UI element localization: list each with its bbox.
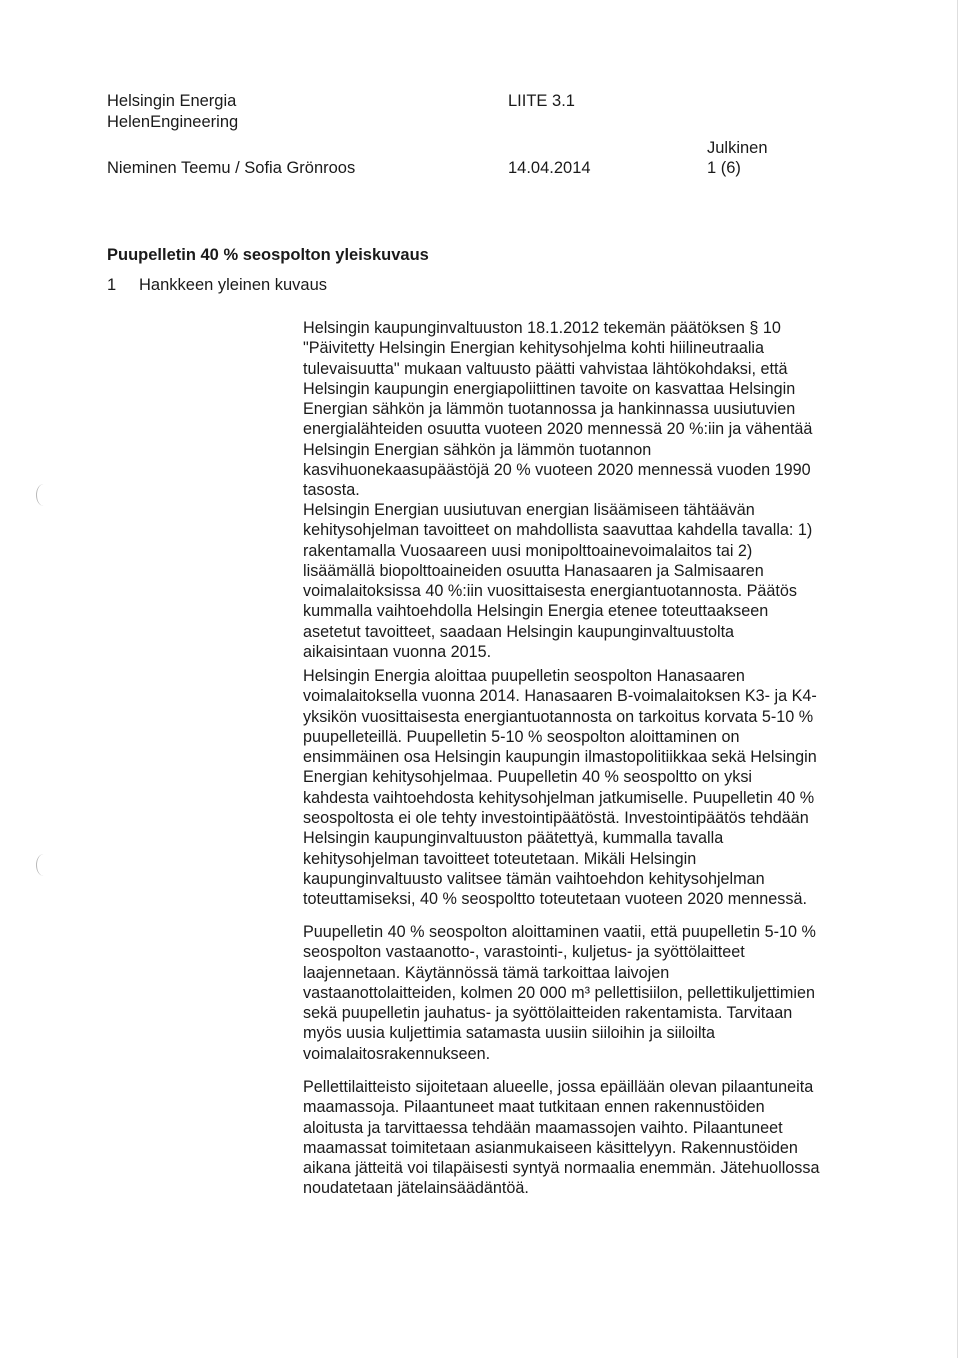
text-line: seospolton vastaanotto-, varastointi-, kuljetus- ja syöttölaitteet [303, 943, 745, 962]
paragraph-4 [303, 922, 848, 1064]
text-line: kahdesta vaihtoehdosta kehitysohjelman jatkumiselle. Puupelletin 40 % [303, 788, 815, 807]
text-line: Helsingin Energian uusiutuvan energian lisäämiseen tähtäävän [303, 501, 755, 519]
text-line: voimalaitosrakennukseen. [303, 1044, 491, 1063]
text-line: aloitusta ja tarvittaessa tehdään maamassojen vaihto. Pilaantuneet [303, 1118, 783, 1137]
text-line: rakentamalla Vuosaareen uusi monipolttoainevoimalaitos tai 2) [303, 541, 753, 560]
authors: Nieminen Teemu / Sofia Grönroos [107, 159, 356, 177]
text-line: "Päivitetty Helsingin Energian kehitysohjelma kohti hiilineutraalia [303, 339, 765, 358]
text-line: energialähteiden osuutta vuoteen 2020 mennessä 20 %:iin ja vähentää [303, 420, 813, 439]
text-line: kasvihuonekaasupäästöjä 20 % vuoteen 2020 mennessä vuoden 1990 [303, 461, 811, 480]
page-number: 1 (6) [707, 159, 741, 177]
text-line: Puupelletin 40 % seospolton aloittaminen vaatii, että puupelletin 5-10 % [303, 923, 816, 941]
classification-label: Julkinen [707, 139, 768, 157]
text-line: kehitysohjelman tavoitteet on mahdollista saavuttaa kahdella tavalla: 1) [303, 521, 813, 540]
text-line: Helsingin kaupunginvaltuuston 18.1.2012 tekemän päätöksen § 10 [303, 319, 781, 337]
text-line: myös uusia kuljettimia satamasta uusiin siiloihin ja siiloilta [303, 1024, 716, 1043]
text-line: asetetut tavoitteet, saadaan Helsingin kaupunginvaltuustolta [303, 622, 735, 641]
text-line: puupelleteillä. Puupelletin 5-10 % seospolton aloittaminen on [303, 727, 740, 746]
text-line: laajennetaan. Käytännössä tämä tarkoittaa laivojen [303, 963, 670, 982]
text-line: Energian sähkön ja lämmön tuotannossa ja hankinnassa uusiutuvien [303, 400, 796, 419]
punch-hole-mark-upper [36, 484, 51, 506]
text-line: vastaanottolaitteiden, kolmen 20 000 m³ pellettisiilon, pellettikuljettimien [303, 983, 815, 1002]
paragraph-5 [303, 1077, 848, 1199]
punch-hole-mark-lower [36, 854, 51, 876]
document-title: Puupelletin 40 % seospolton yleiskuvaus [107, 246, 429, 264]
text-line: voimalaitoksella vuonna 2014. Hanasaaren B-voimalaitoksen K3- ja K4- [303, 687, 817, 706]
paragraph-1 [303, 318, 848, 501]
unit-name: HelenEngineering [107, 113, 239, 131]
text-line: kummalla vaihtoehdolla Helsingin Energia etenee toteuttaakseen [303, 602, 769, 621]
text-line: sekä puupelletin jauhatus- ja syöttölaitteiden rakentamista. Tarvitaan [303, 1004, 793, 1023]
section-number: 1 [107, 276, 117, 294]
text-line: kehitysohjelman tavoitteet toteutetaan. Mikäli Helsingin [303, 849, 697, 868]
text-line: tasosta. [303, 481, 360, 500]
text-line: noudatetaan jätelainsäädäntöä. [303, 1179, 529, 1198]
paragraph-3 [303, 666, 848, 910]
section-heading: Hankkeen yleinen kuvaus [139, 276, 328, 294]
text-line: Pellettilaitteisto sijoitetaan alueelle, jossa epäillään olevan pilaantuneita [303, 1078, 814, 1096]
org-name: Helsingin Energia [107, 92, 237, 110]
text-line: toteuttamiseksi, 40 % seospoltto toteutetaan vuoteen 2020 mennessä. [303, 890, 807, 909]
text-line: aikaisintaan vuonna 2015. [303, 643, 492, 662]
paragraph-2 [303, 500, 848, 662]
text-line: tulevaisuutta" mukaan valtuusto päätti vahvistaa lähtökohdaksi, että [303, 359, 788, 378]
text-line: Helsingin kaupungin energiapoliittinen tavoite on kasvattaa Helsingin [303, 379, 796, 398]
text-line: maamassoja. Pilaantuneet maat tutkitaan ennen rakennustöiden [303, 1098, 765, 1117]
text-line: yksikön vuosittaisesta energiantuotannosta on tarkoitus korvata 5-10 % [303, 707, 814, 726]
text-line: lisäämällä biopolttoaineiden osuutta Hanasaaren ja Salmisaaren [303, 561, 764, 580]
text-line: Helsingin Energian sähkön ja lämmön tuotannon [303, 440, 652, 459]
scan-edge-line [957, 0, 958, 1358]
text-line: maamassat toimitetaan asianmukaiseen käsittelyyn. Rakennustöiden [303, 1138, 798, 1157]
text-line: aikana jätteitä voi tilapäisesti syntyä normaalia enemmän. Jätehuollossa [303, 1159, 820, 1178]
text-line: ensimmäinen osa Helsingin kaupungin ilmastopolitiikkaa sekä Helsingin [303, 748, 817, 767]
text-line: voimalaitoksissa 40 %:iin vuosittaisesta energiantuotannosta. Päätös [303, 582, 798, 601]
text-line: Energian kehitysohjelmaa. Puupelletin 40 % seospoltto on yksi [303, 768, 753, 787]
attachment-label: LIITE 3.1 [508, 92, 575, 110]
text-line: Helsingin Energia aloittaa puupelletin seospolton Hanasaaren [303, 667, 745, 685]
text-line: kaupunginvaltuusto valitsee tämän vaihtoehdon kehitysohjelman [303, 869, 765, 888]
text-line: Helsingin kaupunginvaltuuston päätettyä, kummalla tavalla [303, 829, 724, 848]
text-line: seospoltosta ei ole tehty investointipäätöstä. Investointipäätös tehdään [303, 809, 809, 828]
document-date: 14.04.2014 [508, 159, 591, 177]
